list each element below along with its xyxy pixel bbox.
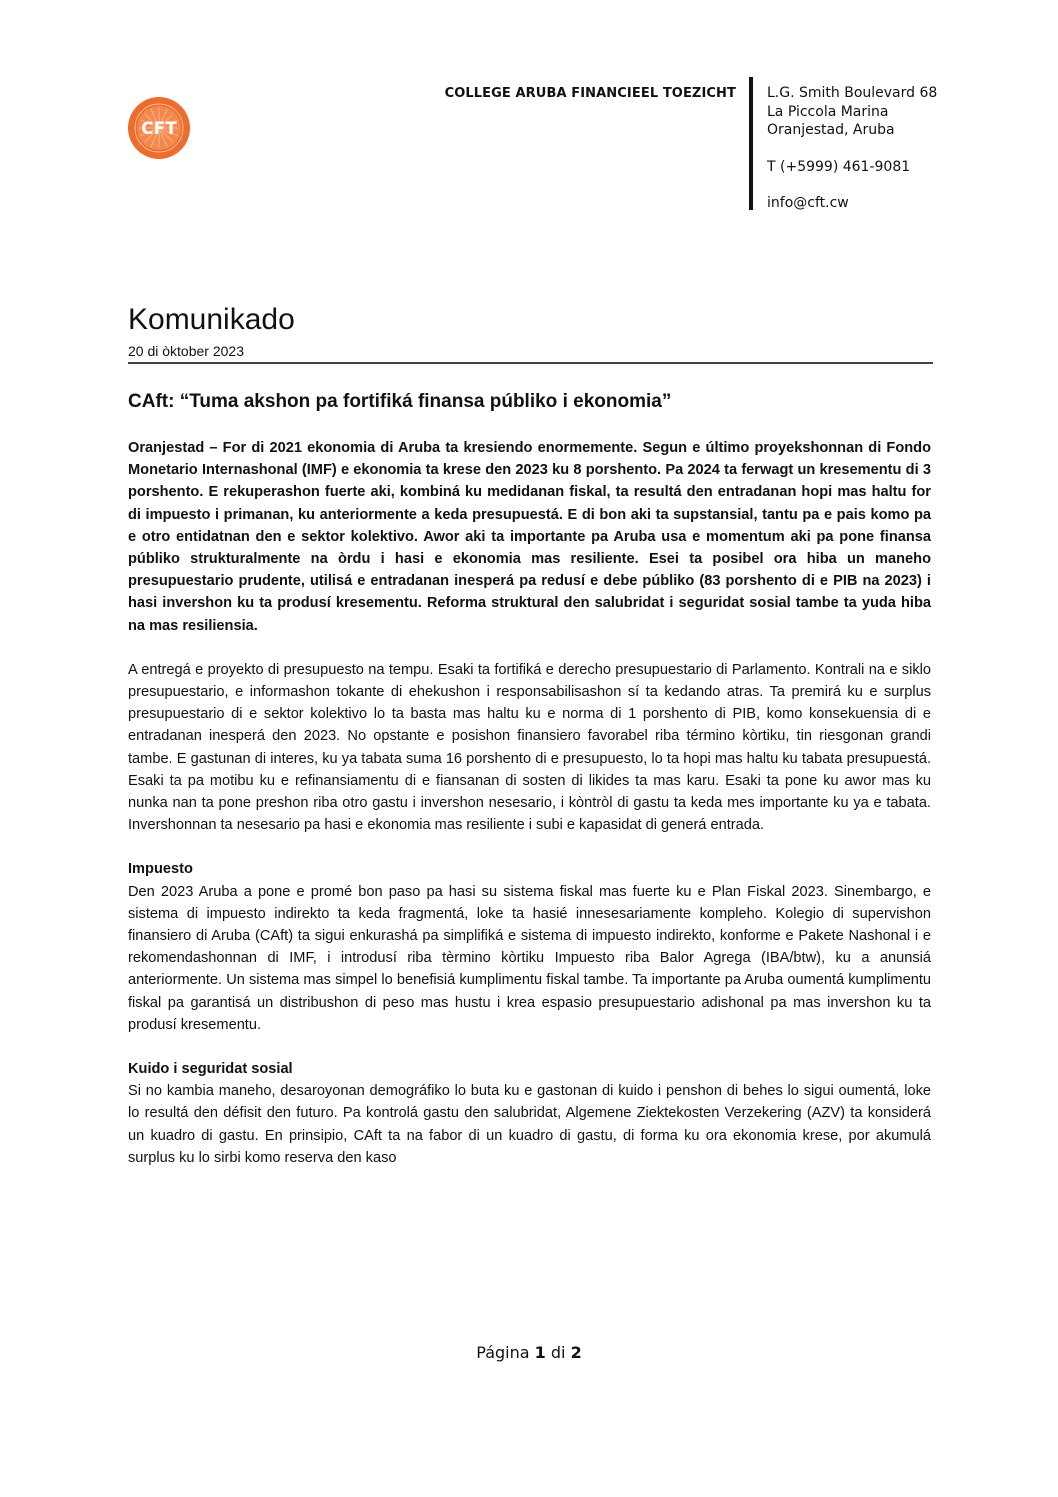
email-address[interactable]: info@cft.cw bbox=[767, 195, 849, 211]
address-line-2: La Piccola Marina bbox=[767, 103, 889, 120]
header-divider bbox=[749, 77, 753, 210]
section-heading-tax: Impuesto bbox=[128, 861, 193, 878]
page-of-label: di bbox=[550, 1343, 566, 1362]
section-body-tax: Den 2023 Aruba a pone e promé bon paso pa hasi su sistema fiskal mas fuerte ku e Plan Fiskal 2023. Sinembargo, e sistema di impuesto indirekto ta keda fragmentá, loke ta hasié innesesariamente kompleho. Kolegio di supervishon finansiero di Aruba (CAft) ta sigui enkurashá pa simplifiká e sistema di impuesto indirekto, konforme e Pakete Nashonal i e rekomendashonnan di IMF, i introdusí riba tèrmino kòrtiku Impuesto riba Balor Agrega (IBA/btw), ku a anunsiá anteriormente. Un sistema mas simpel lo benefisiá kumplimentu fiskal tambe. Ta importante pa Aruba oumentá kumplimentu fiskal pa garantisá un distribushon di peso mas hustu i krea espasio presupuestario adishonal pa mas invershon ku ta produsí kresementu. bbox=[128, 883, 931, 1033]
page-footer bbox=[0, 1343, 1058, 1362]
body-paragraph-budget: A entregá e proyekto di presupuesto na tempu. Esaki ta fortifiká e derecho presupuestario di Parlamento. Kontrali na e siklo presupuestario, e informashon tokante di ehekushon i responsabilisashon sí ta kedando atras. Ta premirá ku e surplus presupuestario di e sektor kolektivo lo ta basta mas haltu ku e norma di 1 porshento di PIB, komo konsekuensia di e entradanan inesperá den 2023. No opstante e posishon finansiero favorabel riba término kòrtiku, tin riesgonan grandi tambe. E gastunan di interes, ku ya tabata suma 16 porshento di e presupuesto, lo ta hopi mas haltu ku tabata presupuestá. Esaki ta pa motibu ku e refinansiamentu di e fiansanan di sosten di likides ta mas karu. Esaki ta pone ku awor mas ku nunka nan ta pone preshon riba otro gastu i invershon nesesario, i kòntròl di gastu ta keda mes importante ku ya e tabata. Invershonnan ta nesesario pa hasi e ekonomia mas resiliente i subi e kapasidat di generá entrada. bbox=[128, 661, 931, 834]
address-line-1: L.G. Smith Boulevard 68 bbox=[767, 85, 938, 101]
document-date: 20 di òktober 2023 bbox=[128, 343, 244, 359]
cft-logo-icon bbox=[127, 96, 191, 160]
phone-number: T (+5999) 461-9081 bbox=[767, 158, 911, 175]
section-body-care: Si no kambia maneho, desaroyonan demográfiko lo buta ku e gastonan di kuido i penshon di behes lo sigui oumentá, loke lo resultá den défisit den futuro. Pa kontrolá gastu den salubridat, Algemene Ziektekosten Verzekering (AZV) ta konsiderá un kuadro di gastu. En prinsipio, CAft ta na fabor di un kuadro di gastu, di forma ku ora ekonomia krese, por akumulá surplus ku lo sirbi komo reserva den kaso bbox=[128, 1083, 931, 1166]
total-pages-number: 2 bbox=[570, 1343, 582, 1362]
press-release-headline: CAft: “Tuma akshon pa fortifiká finansa públiko i ekonomia” bbox=[128, 391, 672, 412]
title-divider bbox=[128, 362, 933, 364]
organization-name: COLLEGE ARUBA FINANCIEEL TOEZICHT bbox=[444, 86, 736, 101]
svg-text:CFT: CFT bbox=[141, 119, 177, 139]
document-type-title: Komunikado bbox=[128, 303, 295, 336]
lead-paragraph: Oranjestad – For di 2021 ekonomia di Aruba ta kresiendo enormemente. Segun e último proyekshonnan di Fondo Monetario Internashonal (IMF) e ekonomia ta krese den 2023 ku 8 porshento. Pa 2024 ta ferwagt un kresementu di 3 porshento. E rekuperashon fuerte aki, kombiná ku medidanan fiskal, ta resultá den entradanan hopi mas haltu for di impuesto i primanan, ku anteriormente a keda presupuestá. E di bon aki ta supstansial, tantu pa e pais komo pa e otro entidatnan den e sektor kolektivo. Awor aki ta importante pa Aruba usa e momentum aki pa pone finansa públiko strukturalmente na òrdu i hasi e ekonomia mas resiliente. Esei ta posibel ora hiba un maneho presupuestario prudente, utilisá e entradanan inesperá pa redusí e debe públiko (83 porshento di e PIB na 2023) i hasi invershon ku ta produsí kresementu. Reforma struktural den salubridat i seguridat sosial tambe ta yuda hiba na mas resiliensia. bbox=[128, 440, 931, 634]
document-body bbox=[128, 437, 931, 1169]
current-page-number: 1 bbox=[534, 1343, 546, 1362]
page-label: Página bbox=[476, 1343, 530, 1362]
section-heading-care: Kuido i seguridat sosial bbox=[128, 1061, 293, 1078]
cft-logo bbox=[127, 96, 191, 160]
address-line-3: Oranjestad, Aruba bbox=[767, 122, 895, 138]
address-block bbox=[767, 84, 937, 213]
